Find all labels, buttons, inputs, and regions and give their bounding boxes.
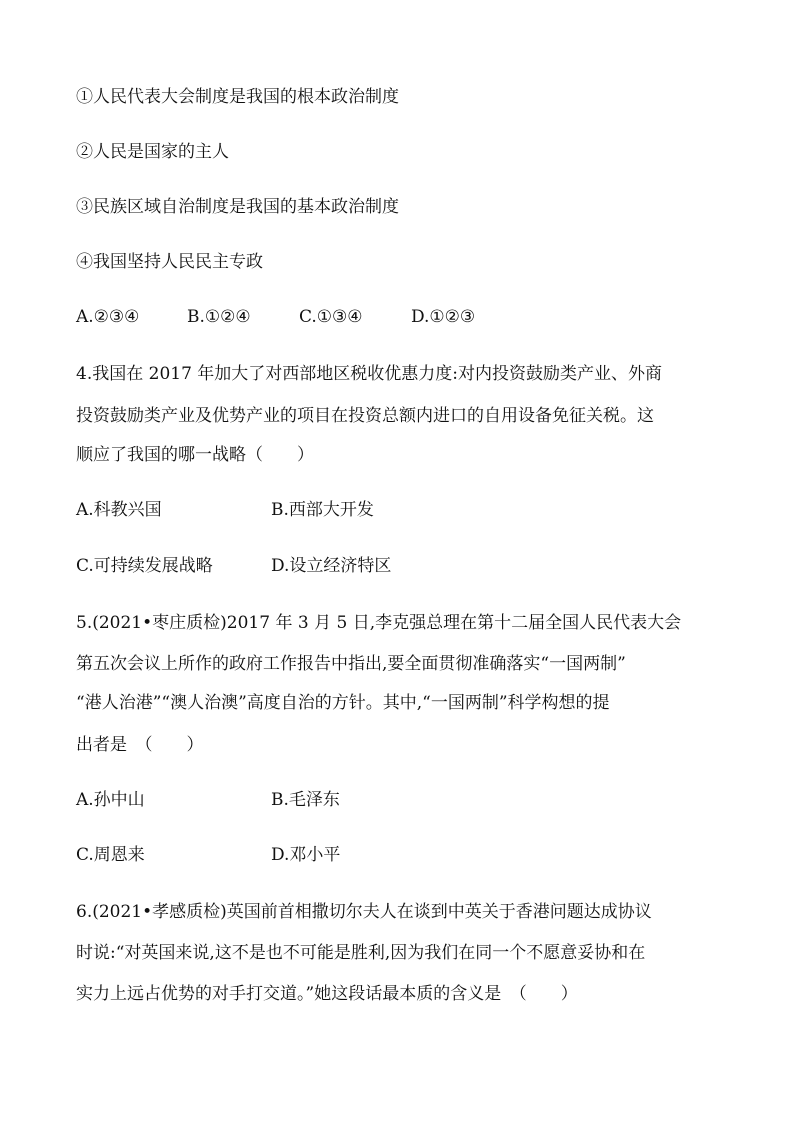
q5-line-1: 5.(2021•枣庄质检)2017 年 3 月 5 日,李克强总理在第十二届全国人民代表大会	[76, 613, 682, 633]
statement-4: ④我国坚持人民民主专政	[76, 252, 263, 272]
q4-option-c: C.可持续发展战略	[76, 556, 213, 576]
q6-line-1: 6.(2021•孝感质检)英国前首相撒切尔夫人在谈到中英关于香港问题达成协议	[76, 902, 652, 922]
q5-option-d: D.邓小平	[271, 845, 341, 865]
q4-option-d: D.设立经济特区	[271, 556, 392, 576]
q4-line-3: 顺应了我国的哪一战略（ ）	[76, 445, 314, 465]
q3-option-d: D.①②③	[411, 307, 476, 327]
q4-option-a: A.科教兴国	[76, 500, 162, 520]
q6-line-2: 时说:“对英国来说,这不是也不可能是胜利,因为我们在同一个不愿意妥协和在	[76, 943, 646, 963]
q6-line-3: 实力上远占优势的对手打交道。”她这段话最本质的含义是 （ ）	[76, 984, 578, 1004]
q3-option-c: C.①③④	[299, 307, 363, 327]
statement-3: ③民族区域自治制度是我国的基本政治制度	[76, 197, 399, 217]
q5-option-c: C.周恩来	[76, 845, 145, 865]
q5-line-3: “港人治港”“澳人治澳”高度自治的方针。其中,“一国两制”科学构想的提	[76, 693, 610, 713]
statement-1: ①人民代表大会制度是我国的根本政治制度	[76, 87, 399, 107]
q4-option-b: B.西部大开发	[271, 500, 374, 520]
q5-line-4: 出者是 （ ）	[76, 735, 204, 755]
q3-option-b: B.①②④	[187, 307, 251, 327]
q4-line-2: 投资鼓励类产业及优势产业的项目在投资总额内进口的自用设备免征关税。这	[76, 406, 654, 426]
q4-line-1: 4.我国在 2017 年加大了对西部地区税收优惠力度:对内投资鼓励类产业、外商	[76, 364, 663, 384]
q5-option-b: B.毛泽东	[271, 790, 340, 810]
q5-option-a: A.孙中山	[76, 790, 145, 810]
q3-option-a: A.②③④	[76, 307, 140, 327]
q5-line-2: 第五次会议上所作的政府工作报告中指出,要全面贯彻准确落实“一国两制”	[76, 654, 626, 674]
statement-2: ②人民是国家的主人	[76, 142, 229, 162]
